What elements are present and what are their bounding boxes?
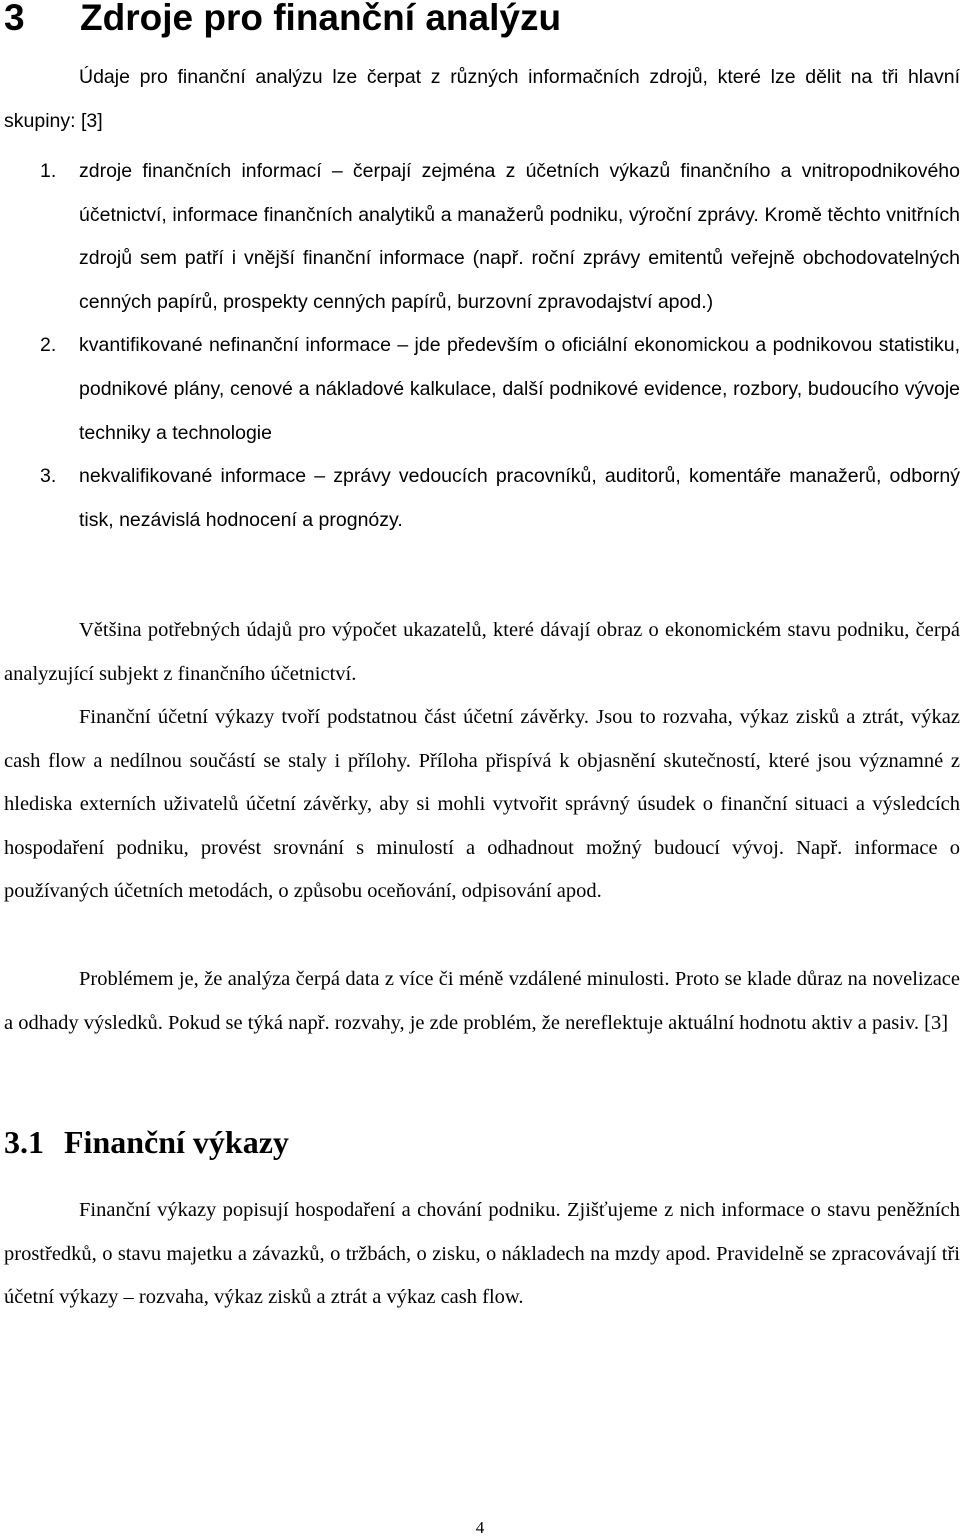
list-marker: 1. <box>40 160 57 182</box>
sources-list <box>4 150 960 542</box>
list-item-text: nekvalifikované informace – zprávy vedoucích pracovníků, auditorů, komentáře manažerů, odborný tisk, nezávislá hodnocení a prognózy. <box>79 465 960 531</box>
intro-paragraph: Údaje pro finanční analýzu lze čerpat z různých informačních zdrojů, které lze dělit na tři hlavní skupiny: [3] <box>4 66 960 132</box>
list-item <box>4 150 960 324</box>
section-paragraph: Finanční výkazy popisují hospodaření a chování podniku. Zjišťujeme z nich informace o stavu peněžních prostředků, o stavu majetku a závazků, o tržbách, o zisku, o nákladech na mzdy apod. Pravidelně se zpracovávají tři účetní výkazy – rozvaha, výkaz zisků a ztrát a výkaz cash flow. <box>4 1199 960 1309</box>
list-marker: 3. <box>40 465 57 488</box>
list-marker: 2. <box>40 334 57 357</box>
page-number: 4 <box>475 1518 485 1537</box>
section-title: Finanční výkazy <box>64 1124 289 1160</box>
list-item <box>4 324 960 455</box>
body-paragraph: Finanční účetní výkazy tvoří podstatnou část účetní závěrky. Jsou to rozvaha, výkaz zisků a ztrát, výkaz cash flow a nedílnou součástí se staly i přílohy. Příloha přispívá k objasnění skutečností, které jsou významné z hlediska externích uživatelů účetní závěrky, aby si mohli vytvořit správný úsudek o finanční situaci a výsledcích hospodaření podniku, provést srovnání s minulostí a odhadnout možný budoucí vývoj. Např. informace o používaných účetních metodách, o způsobu oceňování, odpisování apod. <box>4 706 960 903</box>
list-item <box>4 455 960 542</box>
body-paragraph: Problémem je, že analýza čerpá data z více či méně vzdálené minulosti. Proto se klade důraz na novelizace a odhady výsledků. Pokud se týká např. rozvahy, je zde problém, že nereflektuje aktuální hodnotu aktiv a pasiv. [3] <box>4 968 960 1034</box>
section-number: 3.1 <box>4 1124 44 1160</box>
list-item-text: zdroje finančních informací – čerpají zejména z účetních výkazů finančního a vnitropodnikového účetnictví, informace finančních analytiků a manažerů podniku, výroční zprávy. Kromě těchto vnitřních zdrojů sem patří i vnější finanční informace (např. roční zprávy emitentů veřejně obchodovatelných cenných papírů, prospekty cenných papírů, burzovní zpravodajství apod.) <box>79 160 960 313</box>
section-heading <box>4 1118 289 1166</box>
chapter-number: 3 <box>4 0 25 38</box>
chapter-title: Zdroje pro finanční analýzu <box>80 0 562 38</box>
body-paragraph: Většina potřebných údajů pro výpočet ukazatelů, které dávají obraz o ekonomickém stavu podniku, čerpá analyzující subjekt z finančního účetnictví. <box>4 619 960 685</box>
chapter-heading <box>4 0 561 40</box>
list-item-text: kvantifikované nefinanční informace – jde především o oficiální ekonomickou a podnikovou statistiku, podnikové plány, cenové a nákladové kalkulace, další podnikové evidence, rozbory, budoucího vývoje techniky a technologie <box>79 334 960 444</box>
